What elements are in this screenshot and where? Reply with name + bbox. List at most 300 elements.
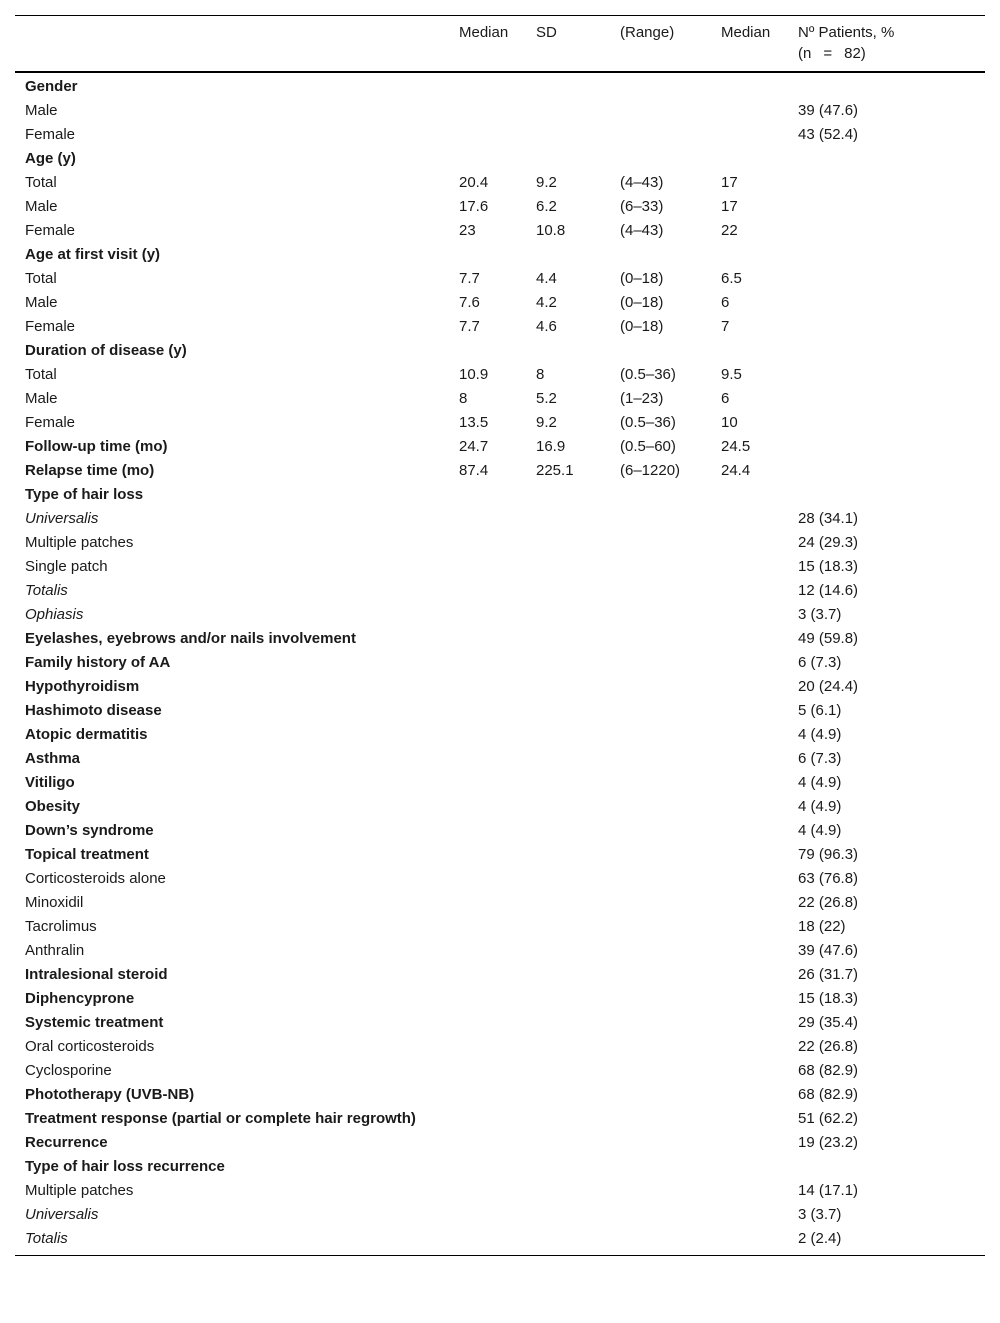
patients-cell: 4 (4.9) xyxy=(798,774,842,791)
row-label: Diphencyprone xyxy=(25,990,135,1007)
median2-cell xyxy=(711,147,788,171)
range-cell xyxy=(610,1059,711,1083)
sd-cell xyxy=(526,147,610,171)
median2-cell xyxy=(711,867,788,891)
table-row xyxy=(15,963,985,987)
median-cell xyxy=(449,795,526,819)
table-container xyxy=(15,15,985,1256)
sd-cell xyxy=(526,963,610,987)
range-cell: (0–18) xyxy=(620,270,664,287)
median2-cell xyxy=(711,843,788,867)
sd-cell xyxy=(526,1155,610,1179)
patients-cell xyxy=(788,72,985,99)
range-cell xyxy=(610,963,711,987)
table-row xyxy=(15,627,985,651)
row-label: Universalis xyxy=(25,1206,99,1223)
range-cell xyxy=(610,795,711,819)
patients-cell xyxy=(788,147,985,171)
row-label: Duration of disease (y) xyxy=(25,342,187,359)
row-label: Asthma xyxy=(25,750,81,767)
row-label: Female xyxy=(25,222,76,239)
range-cell xyxy=(610,99,711,123)
sd-cell: 8 xyxy=(536,366,545,383)
median-cell xyxy=(449,1011,526,1035)
table-row xyxy=(15,219,985,243)
median-cell xyxy=(449,1131,526,1155)
median-cell xyxy=(449,867,526,891)
patients-cell: 20 (24.4) xyxy=(798,678,859,695)
median-cell xyxy=(449,579,526,603)
range-cell xyxy=(610,627,711,651)
sd-cell xyxy=(526,1227,610,1256)
range-cell xyxy=(610,1227,711,1256)
row-label: Minoxidil xyxy=(25,894,84,911)
table-row xyxy=(15,483,985,507)
patients-cell xyxy=(788,171,985,195)
range-cell xyxy=(610,1203,711,1227)
patients-cell: 19 (23.2) xyxy=(798,1134,859,1151)
median2-cell xyxy=(711,1083,788,1107)
sd-cell xyxy=(526,1059,610,1083)
median-cell xyxy=(449,1059,526,1083)
range-cell: (0.5–36) xyxy=(620,414,676,431)
row-label: Corticosteroids alone xyxy=(25,870,166,887)
sd-cell: 4.4 xyxy=(536,270,557,287)
sd-cell xyxy=(526,72,610,99)
median2-cell xyxy=(711,339,788,363)
median-cell xyxy=(449,891,526,915)
median-cell: 7.7 xyxy=(459,318,480,335)
patients-cell: 3 (3.7) xyxy=(798,1206,842,1223)
range-cell xyxy=(610,1107,711,1131)
range-cell xyxy=(610,603,711,627)
row-label: Gender xyxy=(25,78,78,95)
patients-cell: 2 (2.4) xyxy=(798,1230,842,1247)
median-cell: 7.6 xyxy=(459,294,480,311)
range-cell xyxy=(610,1035,711,1059)
sd-cell xyxy=(526,507,610,531)
table-row xyxy=(15,1179,985,1203)
median2-cell xyxy=(711,1011,788,1035)
table-row xyxy=(15,699,985,723)
patients-cell xyxy=(788,411,985,435)
median-cell xyxy=(449,72,526,99)
row-label: Male xyxy=(25,294,58,311)
range-cell xyxy=(610,1011,711,1035)
table-row xyxy=(15,435,985,459)
range-cell: (0–18) xyxy=(620,318,664,335)
sd-cell xyxy=(526,531,610,555)
sd-cell: 4.6 xyxy=(536,318,557,335)
median2-cell: 6 xyxy=(721,294,730,311)
median2-cell xyxy=(711,123,788,147)
median-cell: 87.4 xyxy=(459,462,489,479)
row-label: Multiple patches xyxy=(25,1182,134,1199)
row-label: Follow-up time (mo) xyxy=(25,438,168,455)
table-row xyxy=(15,1155,985,1179)
median2-cell xyxy=(711,771,788,795)
table-row xyxy=(15,72,985,99)
range-cell xyxy=(610,747,711,771)
table-row xyxy=(15,195,985,219)
row-label: Relapse time (mo) xyxy=(25,462,155,479)
row-label: Intralesional steroid xyxy=(25,966,168,983)
table-row xyxy=(15,411,985,435)
median-cell xyxy=(449,99,526,123)
median-cell xyxy=(449,987,526,1011)
table-row xyxy=(15,1011,985,1035)
row-label: Systemic treatment xyxy=(25,1014,164,1031)
sd-cell xyxy=(526,603,610,627)
sd-cell xyxy=(526,987,610,1011)
table-body xyxy=(15,72,985,1256)
patients-cell: 26 (31.7) xyxy=(798,966,859,983)
median-cell xyxy=(449,1035,526,1059)
range-cell xyxy=(610,891,711,915)
table-row xyxy=(15,459,985,483)
median-cell xyxy=(449,771,526,795)
patients-cell xyxy=(788,291,985,315)
range-cell xyxy=(610,867,711,891)
median2-cell: 6.5 xyxy=(721,270,742,287)
patients-cell xyxy=(788,219,985,243)
range-cell: (0–18) xyxy=(620,294,664,311)
row-label: Treatment response (partial or complete hair regrowth) xyxy=(25,1110,416,1127)
sd-cell xyxy=(526,1131,610,1155)
median-cell: 23 xyxy=(459,222,476,239)
median-cell xyxy=(449,507,526,531)
median-cell xyxy=(449,819,526,843)
median-cell xyxy=(449,1227,526,1256)
median-cell: 7.7 xyxy=(459,270,480,287)
sd-cell: 225.1 xyxy=(536,462,574,479)
sd-cell: 9.2 xyxy=(536,174,557,191)
median2-cell xyxy=(711,1059,788,1083)
sd-cell xyxy=(526,339,610,363)
table-row xyxy=(15,147,985,171)
median2-cell xyxy=(711,1155,788,1179)
range-cell xyxy=(610,123,711,147)
row-label: Oral corticosteroids xyxy=(25,1038,155,1055)
sd-cell xyxy=(526,723,610,747)
median2-cell xyxy=(711,579,788,603)
range-cell xyxy=(610,72,711,99)
median2-cell xyxy=(711,795,788,819)
row-label: Male xyxy=(25,102,58,119)
table-row xyxy=(15,915,985,939)
median2-cell xyxy=(711,1203,788,1227)
row-label: Vitiligo xyxy=(25,774,75,791)
median-cell xyxy=(449,1203,526,1227)
table-row xyxy=(15,723,985,747)
sd-cell xyxy=(526,555,610,579)
median-cell xyxy=(449,531,526,555)
patients-cell: 6 (7.3) xyxy=(798,750,842,767)
sd-cell: 6.2 xyxy=(536,198,557,215)
table-row xyxy=(15,795,985,819)
row-label: Tacrolimus xyxy=(25,918,97,935)
patients-cell xyxy=(788,435,985,459)
sd-cell: 16.9 xyxy=(536,438,566,455)
header-patients-line2: (n = 82) xyxy=(798,45,866,62)
median2-cell xyxy=(711,603,788,627)
range-cell xyxy=(610,987,711,1011)
sd-cell: 10.8 xyxy=(536,222,566,239)
median-cell xyxy=(449,339,526,363)
median-cell xyxy=(449,939,526,963)
patients-cell xyxy=(788,483,985,507)
table-row xyxy=(15,867,985,891)
median-cell xyxy=(449,603,526,627)
row-label: Universalis xyxy=(25,510,99,527)
sd-cell xyxy=(526,123,610,147)
median2-cell xyxy=(711,1035,788,1059)
sd-cell xyxy=(526,747,610,771)
sd-cell xyxy=(526,675,610,699)
table-row xyxy=(15,99,985,123)
median-cell xyxy=(449,483,526,507)
table-row xyxy=(15,171,985,195)
median-cell: 8 xyxy=(459,390,468,407)
median2-cell xyxy=(711,963,788,987)
median-cell xyxy=(449,723,526,747)
patients-cell: 39 (47.6) xyxy=(798,942,859,959)
median-cell xyxy=(449,843,526,867)
patients-cell: 15 (18.3) xyxy=(798,990,859,1007)
header-patients-line1: Nº Patients, % xyxy=(798,24,895,41)
row-label: Obesity xyxy=(25,798,81,815)
range-cell xyxy=(610,915,711,939)
median2-cell xyxy=(711,1131,788,1155)
patients-cell xyxy=(788,339,985,363)
row-label: Multiple patches xyxy=(25,534,134,551)
table-row xyxy=(15,675,985,699)
range-cell xyxy=(610,1179,711,1203)
range-cell: (0.5–36) xyxy=(620,366,676,383)
median2-cell: 17 xyxy=(721,198,738,215)
row-label: Total xyxy=(25,174,57,191)
sd-cell xyxy=(526,1203,610,1227)
median2-cell xyxy=(711,915,788,939)
patients-cell: 18 (22) xyxy=(798,918,846,935)
median-cell: 20.4 xyxy=(459,174,489,191)
patients-cell: 63 (76.8) xyxy=(798,870,859,887)
patients-cell xyxy=(788,363,985,387)
median-cell xyxy=(449,699,526,723)
table-row xyxy=(15,579,985,603)
range-cell xyxy=(610,675,711,699)
sd-cell xyxy=(526,1035,610,1059)
row-label: Hypothyroidism xyxy=(25,678,140,695)
sd-cell xyxy=(526,771,610,795)
median-cell xyxy=(449,915,526,939)
patients-cell xyxy=(788,459,985,483)
median-cell xyxy=(449,243,526,267)
patients-cell: 22 (26.8) xyxy=(798,894,859,911)
median2-cell xyxy=(711,99,788,123)
median-cell xyxy=(449,963,526,987)
median-cell xyxy=(449,147,526,171)
median2-cell xyxy=(711,987,788,1011)
median2-cell xyxy=(711,723,788,747)
patients-cell: 49 (59.8) xyxy=(798,630,859,647)
patients-cell: 12 (14.6) xyxy=(798,582,859,599)
patients-cell: 5 (6.1) xyxy=(798,702,842,719)
median-cell xyxy=(449,627,526,651)
row-label: Type of hair loss recurrence xyxy=(25,1158,225,1175)
median2-cell: 7 xyxy=(721,318,730,335)
row-label: Cyclosporine xyxy=(25,1062,112,1079)
range-cell xyxy=(610,507,711,531)
patients-cell: 51 (62.2) xyxy=(798,1110,859,1127)
range-cell xyxy=(610,339,711,363)
range-cell: (4–43) xyxy=(620,174,664,191)
sd-cell xyxy=(526,699,610,723)
row-label: Totalis xyxy=(25,1230,68,1247)
row-label: Anthralin xyxy=(25,942,85,959)
row-label: Age (y) xyxy=(25,150,76,167)
patient-characteristics-table xyxy=(15,15,985,1256)
patients-cell: 79 (96.3) xyxy=(798,846,859,863)
patients-cell: 68 (82.9) xyxy=(798,1086,859,1103)
range-cell: (6–1220) xyxy=(620,462,681,479)
table-row xyxy=(15,339,985,363)
table-row xyxy=(15,1131,985,1155)
median2-cell xyxy=(711,747,788,771)
median2-cell xyxy=(711,243,788,267)
median2-cell xyxy=(711,939,788,963)
table-row xyxy=(15,891,985,915)
range-cell xyxy=(610,1131,711,1155)
range-cell xyxy=(610,819,711,843)
patients-cell: 6 (7.3) xyxy=(798,654,842,671)
patients-cell: 43 (52.4) xyxy=(798,126,859,143)
table-row xyxy=(15,555,985,579)
median-cell xyxy=(449,675,526,699)
patients-cell: 39 (47.6) xyxy=(798,102,859,119)
table-row xyxy=(15,1059,985,1083)
median2-cell xyxy=(711,651,788,675)
median2-cell: 17 xyxy=(721,174,738,191)
median2-cell: 10 xyxy=(721,414,738,431)
median2-cell xyxy=(711,675,788,699)
median2-cell xyxy=(711,819,788,843)
patients-cell: 24 (29.3) xyxy=(798,534,859,551)
range-cell xyxy=(610,531,711,555)
median-cell xyxy=(449,555,526,579)
median-cell: 10.9 xyxy=(459,366,489,383)
patients-cell xyxy=(788,1155,985,1179)
table-row xyxy=(15,1083,985,1107)
row-label: Ophiasis xyxy=(25,606,84,623)
median2-cell xyxy=(711,72,788,99)
range-cell xyxy=(610,1155,711,1179)
median2-cell: 24.5 xyxy=(721,438,751,455)
header-sd: SD xyxy=(536,24,557,41)
row-label: Female xyxy=(25,414,76,431)
sd-cell xyxy=(526,243,610,267)
median2-cell xyxy=(711,483,788,507)
range-cell xyxy=(610,243,711,267)
median-cell xyxy=(449,651,526,675)
sd-cell xyxy=(526,819,610,843)
sd-cell xyxy=(526,1107,610,1131)
median2-cell xyxy=(711,627,788,651)
range-cell xyxy=(610,723,711,747)
patients-cell: 4 (4.9) xyxy=(798,726,842,743)
range-cell xyxy=(610,1083,711,1107)
range-cell: (1–23) xyxy=(620,390,664,407)
table-row xyxy=(15,123,985,147)
table-row xyxy=(15,843,985,867)
patients-cell xyxy=(788,195,985,219)
patients-cell xyxy=(788,243,985,267)
table-row xyxy=(15,1227,985,1256)
sd-cell xyxy=(526,651,610,675)
patients-cell: 68 (82.9) xyxy=(798,1062,859,1079)
row-label: Atopic dermatitis xyxy=(25,726,148,743)
table-row xyxy=(15,987,985,1011)
patients-cell: 22 (26.8) xyxy=(798,1038,859,1055)
row-label: Type of hair loss xyxy=(25,486,144,503)
patients-cell: 3 (3.7) xyxy=(798,606,842,623)
table-row xyxy=(15,363,985,387)
median2-cell xyxy=(711,531,788,555)
median-cell xyxy=(449,123,526,147)
row-label: Recurrence xyxy=(25,1134,108,1151)
table-row xyxy=(15,291,985,315)
header-median: Median xyxy=(459,24,509,41)
table-row xyxy=(15,603,985,627)
range-cell xyxy=(610,771,711,795)
patients-cell: 29 (35.4) xyxy=(798,1014,859,1031)
median-cell xyxy=(449,1179,526,1203)
range-cell xyxy=(610,699,711,723)
header-range: (Range) xyxy=(620,24,675,41)
sd-cell: 5.2 xyxy=(536,390,557,407)
row-label: Family history of AA xyxy=(25,654,171,671)
median2-cell: 24.4 xyxy=(721,462,751,479)
median2-cell xyxy=(711,507,788,531)
patients-cell: 14 (17.1) xyxy=(798,1182,859,1199)
patients-cell: 4 (4.9) xyxy=(798,798,842,815)
row-label: Age at first visit (y) xyxy=(25,246,161,263)
median2-cell xyxy=(711,555,788,579)
patients-cell xyxy=(788,267,985,291)
patients-cell: 28 (34.1) xyxy=(798,510,859,527)
row-label: Topical treatment xyxy=(25,846,149,863)
row-label: Total xyxy=(25,366,57,383)
median-cell xyxy=(449,1155,526,1179)
row-label: Total xyxy=(25,270,57,287)
row-label: Hashimoto disease xyxy=(25,702,162,719)
row-label: Female xyxy=(25,126,76,143)
patients-cell: 4 (4.9) xyxy=(798,822,842,839)
sd-cell xyxy=(526,939,610,963)
median-cell: 24.7 xyxy=(459,438,489,455)
range-cell xyxy=(610,483,711,507)
sd-cell xyxy=(526,1179,610,1203)
range-cell xyxy=(610,147,711,171)
median2-cell xyxy=(711,699,788,723)
median-cell xyxy=(449,1107,526,1131)
sd-cell xyxy=(526,99,610,123)
table-row xyxy=(15,1035,985,1059)
sd-cell xyxy=(526,795,610,819)
range-cell xyxy=(610,651,711,675)
header-row xyxy=(15,16,985,73)
table-row xyxy=(15,747,985,771)
